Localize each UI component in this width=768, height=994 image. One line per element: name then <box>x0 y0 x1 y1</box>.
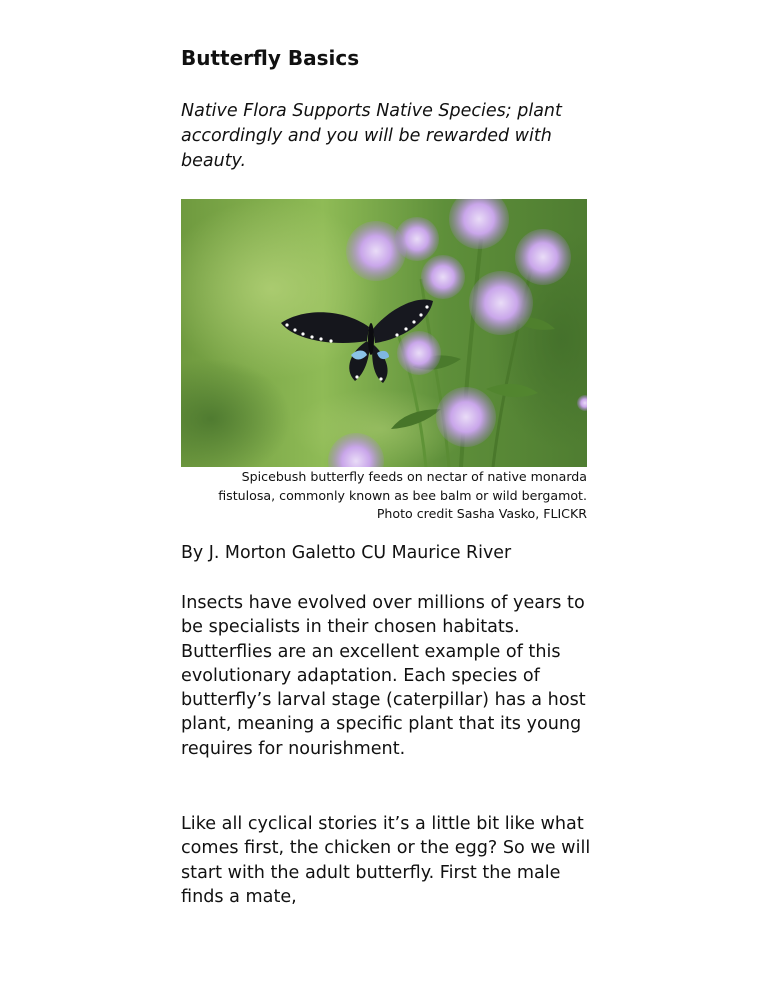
paragraph: Insects have evolved over millions of years to be specialists in their chosen habitats. Butterflies are an excellent example of this evolutionary adaptation. Each species of butterfly’s larval stage (caterpillar) has a host plant, meaning a specific plant that its young requires for nourishment. <box>181 593 586 759</box>
butterfly-photo <box>181 199 587 467</box>
photo-caption: Spicebush butterfly feeds on nectar of native monarda fistulosa, commonly known as bee balm or wild bergamot. Photo credit Sasha Vasko, FLICKR <box>218 469 587 521</box>
article-subtitle: Native Flora Supports Native Species; plant accordingly and you will be rewarded with beauty. <box>181 101 562 171</box>
byline: By J. Morton Galetto CU Maurice River <box>181 543 512 563</box>
article-title: Butterfly Basics <box>181 46 360 70</box>
paragraph: Like all cyclical stories it’s a little bit like what comes first, the chicken or the egg? So we will start with the adult butterfly. First the male finds a mate, <box>181 814 591 907</box>
